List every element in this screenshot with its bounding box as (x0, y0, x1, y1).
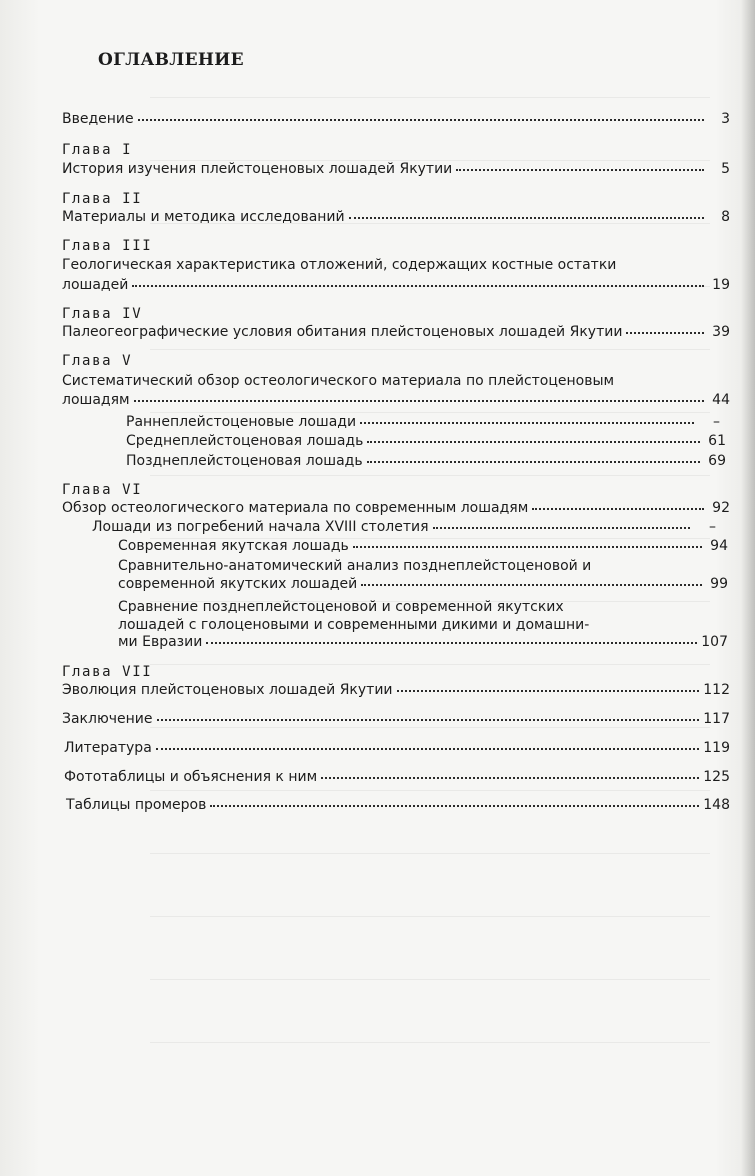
leader-dots (353, 535, 702, 548)
toc-entry-title: Современная якутская лошадь (118, 538, 349, 554)
toc-entry[interactable] (62, 321, 730, 343)
chapter-heading: Глава I (62, 142, 133, 158)
leader-dots (156, 737, 699, 750)
leader-dots (367, 430, 700, 443)
toc-entry-title: современной якутских лошадей (118, 576, 358, 592)
toc-entry-title: История изучения плейстоценовых лошадей Якутии (62, 161, 453, 177)
toc-entry-title: Литература (64, 740, 152, 756)
toc-entry-page: 92 (712, 500, 730, 516)
toc-subentry[interactable] (126, 430, 726, 452)
toc-entry-page: 117 (703, 711, 730, 727)
toc-entry-title: Фототаблицы и объяснения к ним (64, 769, 318, 785)
toc-subentry[interactable] (118, 573, 728, 595)
toc-entry-page: 107 (701, 634, 728, 650)
chapter-heading: Глава III (62, 238, 153, 254)
toc-entry-page: 19 (712, 277, 730, 293)
leader-dots (210, 794, 699, 807)
toc-entry[interactable] (62, 389, 730, 411)
toc-entry-title-line: Систематический обзор остеологического материала по плейстоценовым (62, 373, 615, 389)
leader-dots (349, 206, 704, 219)
toc-entry-title: Палеогеографические условия обитания плейстоценовых лошадей Якутии (62, 324, 623, 340)
toc-entry-page: 8 (721, 209, 730, 225)
chapter-heading: Глава V (62, 353, 133, 369)
leader-dots (626, 321, 704, 334)
toc-entry-page: 3 (721, 111, 730, 127)
toc-subentry[interactable] (126, 450, 726, 472)
toc-entry-title: ми Евразии (118, 634, 203, 650)
toc-entry-title: Материалы и методика исследований (62, 209, 345, 225)
toc-entry-title-line: Геологическая характеристика отложений, содержащих костные остатки (62, 257, 617, 273)
toc-entry-title: лошадям (62, 392, 130, 408)
toc-entry-page: 39 (712, 324, 730, 340)
leader-dots (456, 158, 704, 171)
toc-entry-page: 148 (703, 797, 730, 813)
toc-entry-title: Обзор остеологического материала по современным лошадям (62, 500, 529, 516)
toc-entry-page: 61 (708, 433, 726, 449)
toc-entry-page: 112 (703, 682, 730, 698)
toc-entry-page: 125 (703, 769, 730, 785)
toc-entry[interactable] (62, 206, 730, 228)
leader-dots (321, 766, 699, 779)
toc-entry-page: 69 (708, 453, 726, 469)
toc-entry[interactable] (62, 108, 730, 130)
toc-entry-page: 119 (703, 740, 730, 756)
toc-entry-title: Эволюция плейстоценовых лошадей Якутии (62, 682, 393, 698)
toc-entry-title: Заключение (62, 711, 153, 727)
chapter-heading: Глава VI (62, 482, 143, 498)
toc-entry[interactable] (62, 679, 730, 701)
toc-entry-title: Лошади из погребений начала XVIII столетия (92, 519, 429, 535)
chapter-heading: Глава IV (62, 306, 143, 322)
leader-dots (397, 679, 700, 692)
toc-entry[interactable] (62, 158, 730, 180)
leader-dots (361, 573, 702, 586)
toc-entry[interactable] (62, 708, 730, 730)
leader-dots (433, 516, 690, 529)
toc-entry-page: 44 (712, 392, 730, 408)
toc-entry-title-line: лошадей с голоценовыми и современными дикими и домашни- (118, 617, 590, 633)
leader-dots (367, 450, 700, 463)
leader-dots (206, 631, 697, 644)
toc-entry-page: – (709, 519, 716, 535)
toc-entry[interactable] (62, 274, 730, 296)
toc-entry-title: лошадей (62, 277, 129, 293)
chapter-heading: Глава VII (62, 664, 153, 680)
toc-entry[interactable] (66, 794, 730, 816)
leader-dots (532, 497, 704, 510)
toc-entry[interactable] (64, 737, 730, 759)
page-title: ОГЛАВЛЕНИЕ (98, 50, 244, 70)
toc-subentry[interactable] (118, 535, 728, 557)
leader-dots (138, 108, 704, 121)
toc-entry-title-line: Сравнительно-анатомический анализ позднеплейстоценовой и (118, 558, 592, 574)
toc-entry-title: Таблицы промеров (66, 797, 207, 813)
leader-dots (157, 708, 700, 721)
toc-entry-title-line: Сравнение позднеплейстоценовой и современной якутских (118, 599, 564, 615)
toc-entry[interactable] (64, 766, 730, 788)
toc-entry-page: 5 (721, 161, 730, 177)
leader-dots (132, 274, 704, 287)
toc-entry-page: 99 (710, 576, 728, 592)
toc-entry-page: 94 (710, 538, 728, 554)
toc-entry-title: Позднеплейстоценовая лошадь (126, 453, 363, 469)
toc-entry-title: Среднеплейстоценовая лошадь (126, 433, 364, 449)
toc-entry-title: Введение (62, 111, 134, 127)
chapter-heading: Глава II (62, 191, 143, 207)
toc-entry-page: – (713, 414, 720, 430)
page-edge-shadow (741, 0, 755, 1176)
leader-dots (134, 389, 704, 402)
toc-entry-title: Раннеплейстоценовые лошади (126, 414, 357, 430)
leader-dots (360, 411, 694, 424)
toc-subentry[interactable] (118, 631, 728, 653)
